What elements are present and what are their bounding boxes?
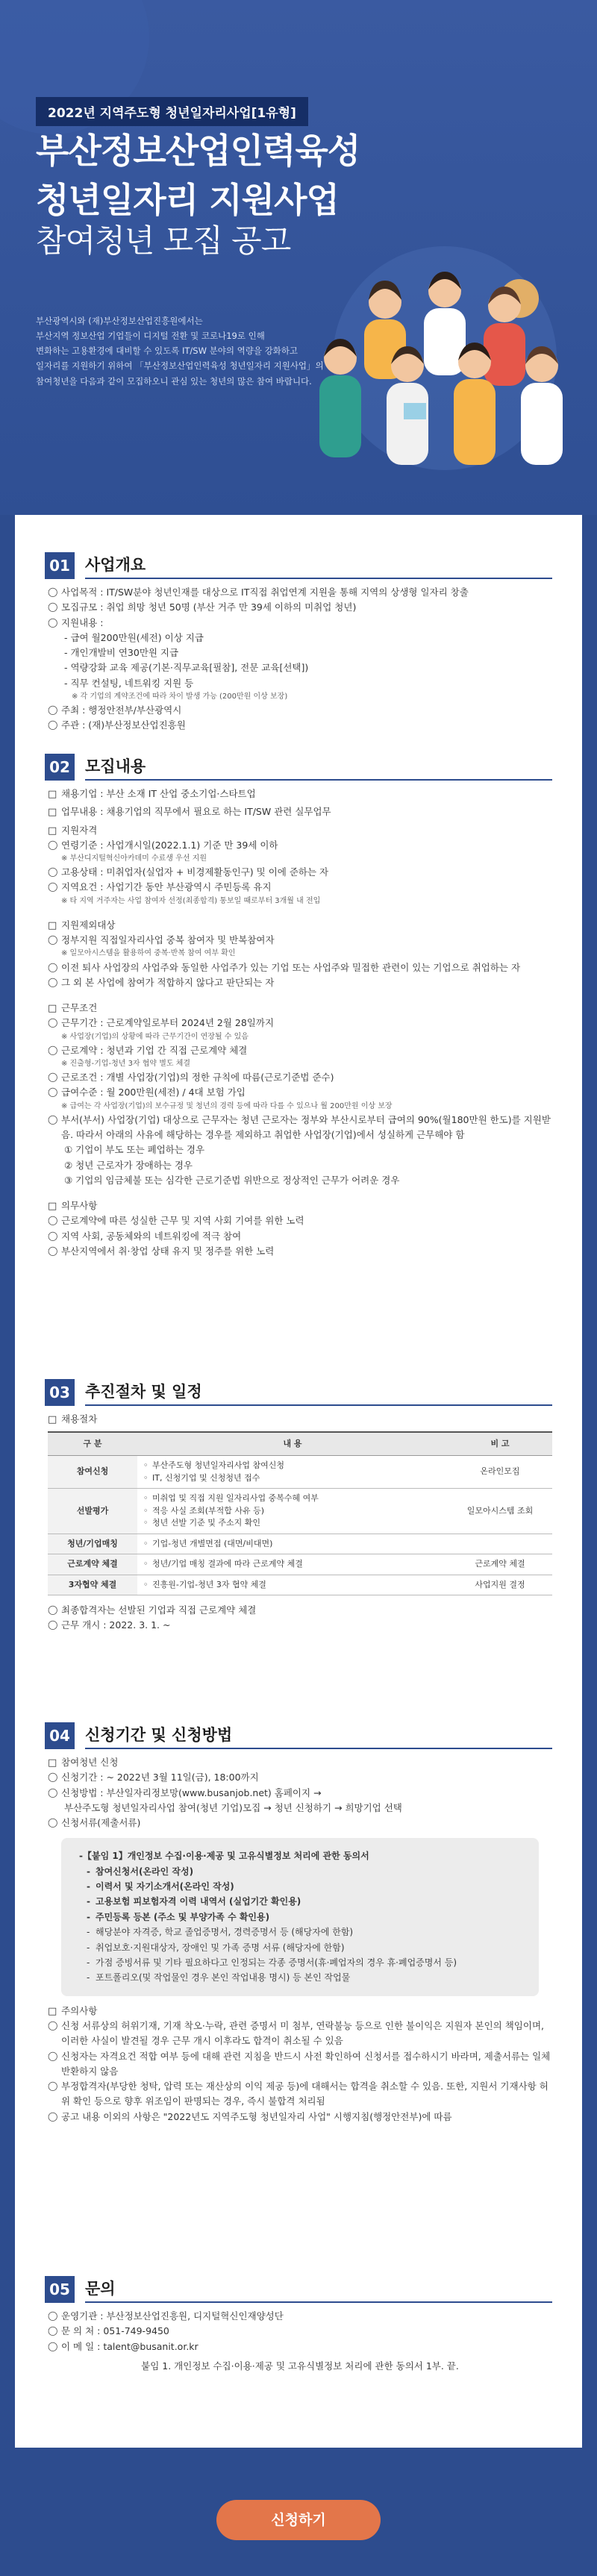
text-line: □ 업무내용 : 채용기업의 직무에서 필요로 하는 IT/SW 관련 실무업무 [48,804,552,819]
text-line: ◯ 부산지역에서 취·창업 상태 유지 및 정주를 위한 노력 [48,1244,552,1259]
text-line: ◯ 운영기관 : 부산정보산업진흥원, 디지털혁신인재양성단 [48,2309,552,2324]
section-number: 01 [45,552,75,579]
text-line: 부산주도형 청년일자리사업 참여(청년 기업)모집 → 청년 신청하기 → 희망기업 선택 [64,1801,402,1813]
table-header: 구 분 [48,1432,137,1455]
text-line: - 직무 컨설팅, 네트워킹 지원 등 [64,677,194,689]
text-line: □ 채용기업 : 부산 소재 IT 산업 중소기업·스타트업 [48,787,552,801]
section-procedure [45,1379,552,1634]
section-number: 05 [45,2276,75,2303]
section-contact [45,2276,552,2374]
text-line: ◯ 신청 서류상의 허위기재, 기재 착오·누락, 관련 증명서 미 첨부, 연락불능 등으로 인한 불이익은 지원자 본인의 책임이며, 이러한 사실이 발견될 경우 근무 개시 이후라도 합격이 취소될 수 있음 [48,2019,552,2049]
section-title: 문의 [85,2276,552,2303]
table-header: 내 용 [137,1432,448,1455]
documents-box: -【붙임 1】개인정보 수집·이용·제공 및 고유식별정보 처리에 관한 동의서 - 참여신청서(온라인 작성) - 이력서 및 자기소개서(온라인 작성) - 고용보험 피보험자격 이력 내역서 (실업기간 확인용) - 주민등록 등본 (주소 및 부양가족 수 확인용) - 해당분야 자격증, 학교 졸업증명서, 경력증명서 등 (해당자에 한함) - 취업보호·지원대상자, 장애인 및 가족 증명 서류 (해당자에 한함) - 가점 증빙서류 및 기타 필요하다고 인정되는 각종 증명서(휴·폐업자의 경우 휴·폐업증명서 등) - 포트폴리오(및 작업물인 경우 본인 작업내용 명시) 등 본인 작업물 [61,1838,539,1996]
table-row: 청년/기업매칭 ◦ 기업-청년 개별면접 (대면/비대면) [48,1534,552,1554]
intro-text: 부산광역시와 (재)부산정보산업진흥원에서는 부산지역 정보산업 기업들이 디지털 전환 및 코로나19로 인해 변화하는 고용환경에 대비할 수 있도록 IT/SW 분야의 역량을 강화하고 일자리를 지원하기 위하여 「부산정보산업인력육성 청년일자리 지원사업」의 참여청년을 다음과 같이 모집하오니 관심 있는 청년의 많은 참여 바랍니다. [36,316,324,387]
text-line: ◯ 지역요건 : 사업기간 동안 부산광역시 주민등록 유지 [48,880,552,895]
text-line: ◯ 문 의 처 : 051-749-9450 [48,2324,552,2339]
contact-email: ◯ 이 메 일 : talent@busanit.or.kr [48,2339,552,2354]
text-line: ◯ 주최 : 행정안전부/부산광역시 [48,703,552,718]
text-line: ◯ 사업목적 : IT/SW분야 청년인재를 대상으로 IT직접 취업연계 지원을 통해 지역의 상생형 일자리 창출 [48,585,552,600]
people-illustration [296,231,579,478]
program-ribbon: 2022년 지역주도형 청년일자리사업[1유형] [36,97,308,126]
text-line: - 급여 월200만원(세전) 이상 지급 [64,631,204,643]
section-application [45,1722,552,2125]
text-line: ◯ 모집규모 : 취업 희망 청년 50명 (부산 거주 만 39세 이하의 미취업 청년) [48,600,552,615]
apply-button[interactable]: 신청하기 [216,2500,381,2540]
table-row: 3자협약 체결 ◦ 진흥원-기업-청년 3자 협약 체결 사업지원 결정 [48,1575,552,1595]
text-line: ◯ 연령기준 : 사업개시일(2022.1.1) 기준 만 39세 이하 [48,838,552,853]
text-line: □ 근무조건 [48,1001,552,1016]
section-number: 03 [45,1379,75,1406]
section-number: 02 [45,754,75,781]
section-number: 04 [45,1722,75,1749]
text-note: ※ 부산디지털혁신아카데미 수료생 우선 지원 [61,854,207,863]
text-line: □ 참여청년 신청 [48,1755,552,1770]
text-line: ◯ 신청자는 자격요건 적합 여부 등에 대해 관련 지침을 반드시 사전 확인하여 신청서를 접수하시기 바라며, 제출서류는 일체 반환하지 않음 [48,2049,552,2080]
title-line-2: 청년일자리 지원사업 [36,180,339,220]
text-line: □ 의무사항 [48,1198,552,1213]
text-line: ◯ 신청기간 : ~ 2022년 3월 11일(금), 18:00까지 [48,1770,552,1785]
text-line: ◯ 신청서류(제출서류) [48,1816,552,1831]
text-line: ◯ 급여수준 : 월 200만원(세전) / 4대 보험 가입 [48,1085,552,1100]
text-note: ※ 타 지역 거주자는 사업 참여자 선정(최종합격) 통보일 때로부터 3개월 내 전입 [61,896,321,905]
text-note: ※ 급여는 각 사업장(기업)의 보수규정 및 청년의 경력 등에 따라 다를 수 있으나 월 200만원 이상 보장 [61,1101,393,1110]
hero-banner [0,0,597,515]
table-header: 비 고 [448,1432,552,1455]
section-title: 사업개요 [85,552,552,579]
text-line: ◯ 고용상태 : 미취업자(실업자 + 비경제활동인구) 및 이에 준하는 자 [48,865,552,880]
section-recruitment [45,754,552,1259]
table-row: 참여신청 ◦ 부산주도형 청년일자리사업 참여신청 ◦ IT, 신청기업 및 신청청년 접수 온라인모집 [48,1456,552,1489]
text-line: ◯ 이전 퇴사 사업장의 사업주와 동일한 사업주가 있는 기업 또는 사업주와 밀접한 관련이 있는 기업으로 취업하는 자 [48,960,552,975]
text-line: ◯ 주관 : (재)부산정보산업진흥원 [48,718,552,733]
text-line: ◯ 지역 사회, 공동체와의 네트워킹에 적극 참여 [48,1229,552,1244]
text-line: - 역량강화 교육 제공(기본·직무교육[필참], 전문 교육[선택]) [64,662,309,674]
section-title: 신청기간 및 신청방법 [85,1722,552,1749]
text-line: ② 청년 근로자가 장애하는 경우 [64,1159,193,1171]
text-line: ◯ 지원내용 : [48,616,552,631]
title-line-3: 참여청년 모집 공고 [36,222,291,259]
text-line: ◯ 최종합격자는 선발된 기업과 직접 근로계약 체결 [48,1603,552,1618]
text-note: ※ 각 기업의 계약조건에 따라 차이 발생 가능 (200만원 이상 보장) [72,692,288,701]
title-line-1: 부산정보산업인력육성 [36,131,360,171]
text-note: ※ 진출형-기업-청년 3자 협약 별도 체결 [61,1060,191,1068]
text-line: ◯ 공고 내용 이외의 사항은 "2022년도 지역주도형 청년일자리 사업" 시행지침(행정안전부)에 따름 [48,2110,552,2125]
text-line: □ 채용절차 [48,1412,552,1427]
text-line: ◯ 근무 개시 : 2022. 3. 1. ~ [48,1618,552,1633]
section-title: 추진절차 및 일정 [85,1379,552,1406]
text-line: □ 주의사항 [48,2004,552,2019]
text-line: - 개인개발비 연30만원 지급 [64,647,179,658]
text-line: ◯ 근로조건 : 개별 사업장(기업)의 정한 규칙에 따름(근로기준법 준수) [48,1070,552,1085]
table-row: 근로계약 체결 ◦ 청년/기업 매칭 결과에 따라 근로계약 체결 근로계약 체결 [48,1554,552,1575]
text-line: ◯ 부정합격자(부당한 청탁, 압력 또는 재산상의 이익 제공 등)에 대해서는 합격을 취소할 수 있음. 또한, 지원서 기재사항 허위 확인 등으로 향후 위조임이 판명되는 경우, 즉시 불합격 처리됨 [48,2079,552,2110]
text-note: ※ 일모아시스템을 활용하여 중복·반복 참여 여부 확인 [61,949,236,958]
attachment-note: 붙임 1. 개인정보 수집·이용·제공 및 고유식별정보 처리에 관한 동의서 1부. 끝. [141,2360,459,2372]
text-line: □ 지원제외대상 [48,918,552,933]
text-line: ◯ 근무기간 : 근로계약일로부터 2024년 2월 28일까지 [48,1016,552,1031]
text-line: ③ 기업의 임금체불 또는 심각한 근로기준법 위반으로 정상적인 근무가 어려운 경우 [64,1174,400,1186]
text-line: ① 기업이 부도 또는 폐업하는 경우 [64,1144,205,1156]
text-line: ◯ 그 외 본 사업에 참여가 적합하지 않다고 판단되는 자 [48,975,552,990]
text-line: □ 지원자격 [48,823,552,838]
text-line: ◯ 신청방법 : 부산일자리정보망(www.busanjob.net) 홈페이지 → [48,1786,552,1801]
text-line: ◯ 부서(부서) 사업장(기업) 대상으로 근무자는 청년 근로자는 정부와 부산시로부터 급여의 90%(월180만원 한도)를 지원받음. 따라서 아래의 사유에 해당하는 경우를 제외하고 취업한 사업장(기업)에서 성실하게 근무해야 함 [48,1113,552,1143]
text-line: ◯ 정부지원 직접일자리사업 중복 참여자 및 반복참여자 [48,933,552,948]
text-line: ◯ 근로계약에 따른 성실한 근무 및 지역 사회 기여를 위한 노력 [48,1213,552,1228]
section-overview [45,552,552,733]
text-note: ※ 사업장(기업)의 상황에 따라 근무기간이 연장될 수 있음 [61,1032,249,1041]
table-row: 선발평가 ◦ 미취업 및 직접 지원 일자리사업 중복수혜 여부 ◦ 적응 사실 조회(부적합 사유 등) ◦ 청년 선발 기준 및 주소지 확인 일모아시스템 조회 [48,1489,552,1534]
section-title: 모집내용 [85,754,552,781]
procedure-table [48,1431,552,1595]
text-line: ◯ 근로계약 : 청년과 기업 간 직접 근로계약 체결 [48,1043,552,1058]
